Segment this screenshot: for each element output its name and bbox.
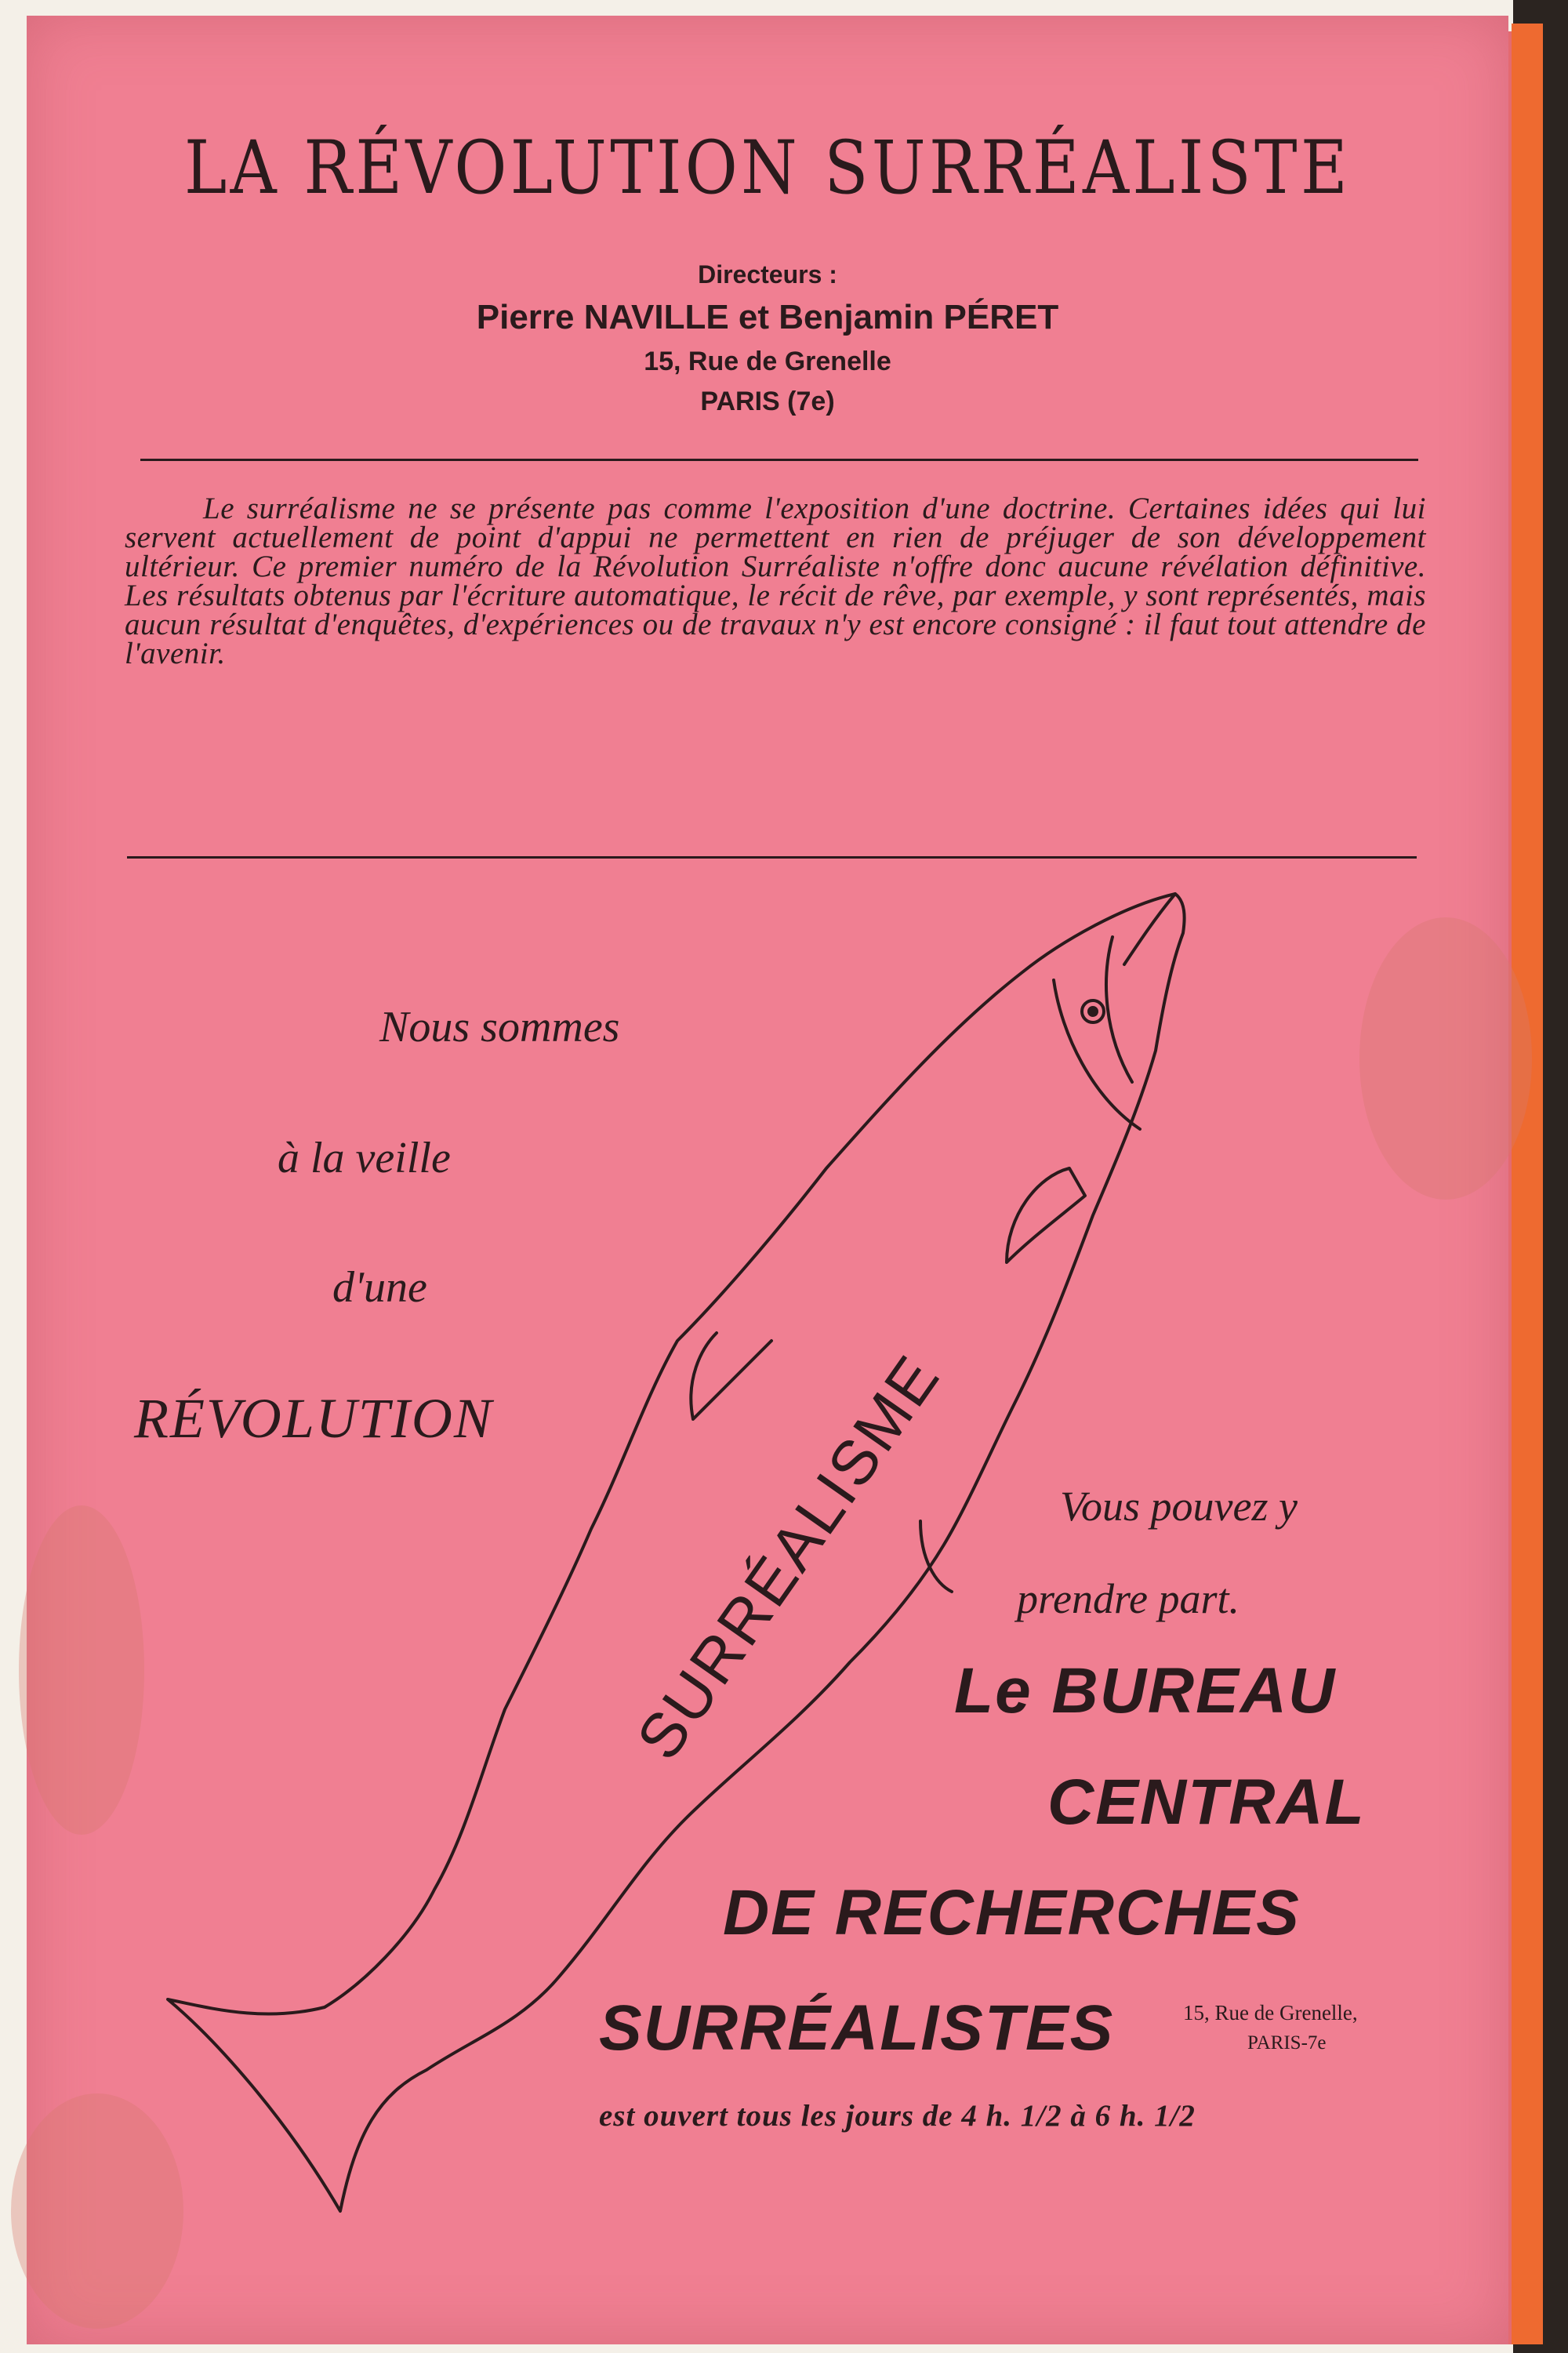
slogan-line-2: à la veille (278, 1134, 451, 1182)
fish-dorsal-fin (691, 1333, 771, 1419)
bureau-line-3: DE RECHERCHES (723, 1877, 1301, 1948)
call-to-action-line-1: Vous pouvez y (1060, 1483, 1298, 1530)
fish-mouth (1124, 894, 1175, 964)
book-spine (1512, 24, 1543, 2344)
directors-names: Pierre NAVILLE et Benjamin PÉRET (476, 298, 1059, 336)
masthead-title: LA RÉVOLUTION SURRÉALISTE (184, 125, 1351, 211)
bureau-address-street: 15, Rue de Grenelle, (1183, 2001, 1358, 2024)
bureau-line-4: SURRÉALISTES (599, 1992, 1115, 2064)
call-to-action-line-2: prendre part. (1017, 1575, 1240, 1622)
fish-label: SURRÉALISME (623, 1342, 953, 1772)
slogan-revolution: RÉVOLUTION (134, 1387, 493, 1450)
bureau-hours: est ouvert tous les jours de 4 h. 1/2 à 6 h. 1/2 (599, 2099, 1196, 2133)
intro-paragraph: Le surréalisme ne se présente pas comme l'exposition d'une doctrine. Certaines idées qui lui servent actuellement de point d'appui ne permettent en rien de préjuger de son développement ultérieur. Ce premier numéro de la Révolution Surréaliste n'offre donc aucune révélation définitive. Les résultats obtenus par l'écriture automatique, le récit de rêve, par exemple, y sont représentés, mais aucun résultat d'enquêtes, d'expériences ou de travaux n'y est encore consigné : il faut tout attendre de l'avenir. (125, 492, 1426, 670)
slogan-line-1: Nous sommes (379, 1003, 620, 1051)
fish-pectoral-fin (1007, 1168, 1085, 1262)
bureau-address-city: PARIS-7e (1247, 2032, 1327, 2053)
bureau-line-2: CENTRAL (1047, 1767, 1366, 1838)
directors-label: Directeurs : (698, 260, 837, 289)
fish-eye-pupil (1089, 1008, 1097, 1015)
slogan-line-3: d'une (332, 1263, 427, 1312)
bureau-line-1: Le BUREAU (954, 1655, 1337, 1727)
address-city: PARIS (7e) (700, 387, 835, 416)
address-street: 15, Rue de Grenelle (644, 347, 891, 376)
cover-page (27, 16, 1508, 2344)
